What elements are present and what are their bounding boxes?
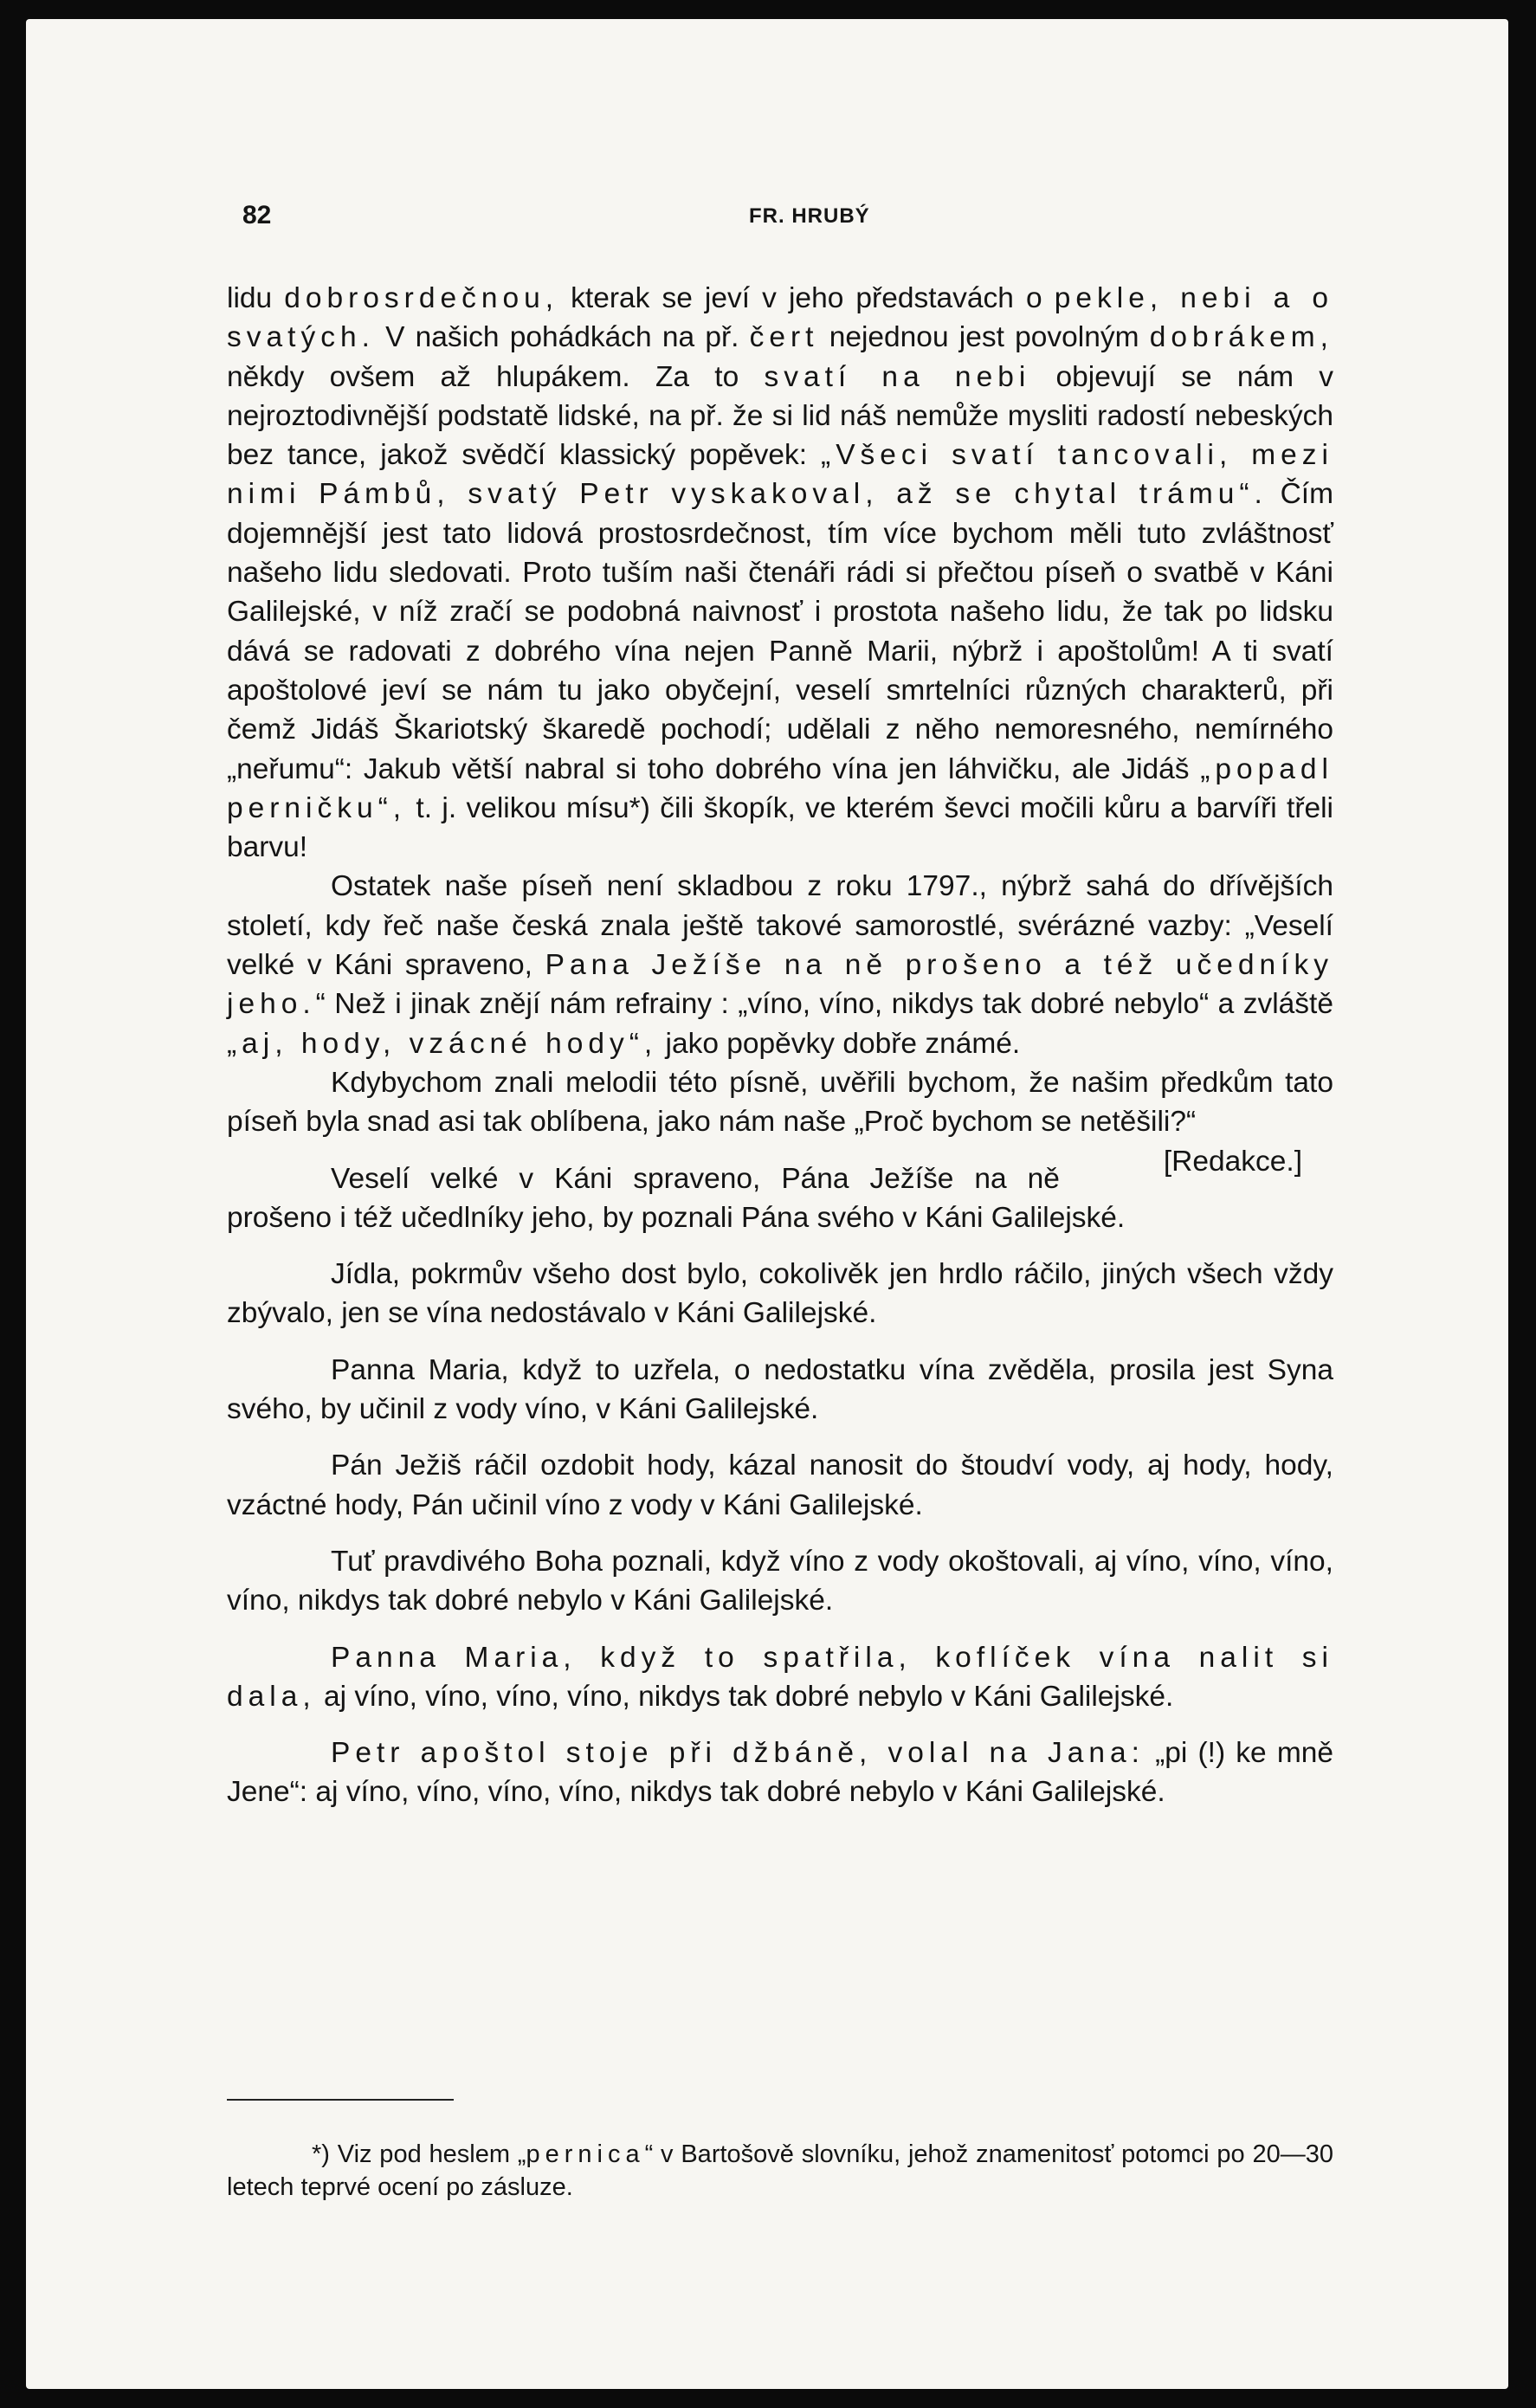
- text-run: Čím dojemnější jest tato lidová prostosrdečnost, tím více bychom měli tuto zvláštnosť našeho lidu sledovati. Proto tuším naši čtenáři rádi si přečtou píseň o svatbě v Káni Galilejské, v níž zračí se podobná naivnosť i prostota našeho lidu, že tak po lidsku dává se radovati z dobrého vína nejen Panně Marii, nýbrž i apoštolům! A ti svatí apoštolové jeví se nám tu jako obyčejní, veselí smrtelníci různých charakterů, při čemž Jidáš Škariotský škaredě pochodí; udělali z něho nemoresného, nemírného „neřumu“: Jakub větší nabral si toho dobrého vína jen láhvičku, ale Jidáš: [227, 478, 1333, 785]
- text-run: “ v Bartošově slovníku, jehož znamenitosť potomci po 20—30 letech teprvé ocení po zásluze.: [227, 2140, 1333, 2201]
- spaced-emphasis-run: dobrosrdečnou,: [284, 282, 559, 314]
- text-run: *) Viz pod heslem „: [312, 2140, 526, 2168]
- paragraph: [227, 279, 1333, 867]
- text-run: „pi (!) ke mně Jene“: aj víno, víno, víno, víno, nikdys tak dobré nebylo v Káni Galilejské.: [227, 1737, 1333, 1809]
- paragraph: [227, 1351, 1333, 1430]
- text-run: kterak se jeví v jeho představách o: [558, 282, 1055, 314]
- body-text: [227, 279, 1333, 1812]
- text-run: V našich pohádkách na př.: [374, 321, 750, 354]
- text-run: Jídla, pokrmův všeho dost bylo, cokolivěk jen hrdlo ráčilo, jiných všech vždy zbývalo, jen se vína nedostávalo v Káni Galilejské.: [227, 1258, 1333, 1330]
- spaced-emphasis-run: „popadl perničku“,: [227, 752, 1333, 824]
- text-run: Pán Ježiš ráčil ozdobit hody, kázal nanosit do štoudví vody, aj hody, hody, vzáctné hody, Pán učinil víno z vody v Káni Galilejské.: [227, 1449, 1333, 1521]
- text-run: t. j. velikou mísu*) čili škopík, ve kterém ševci močili kůru a barvíři třeli barvu!: [227, 791, 1333, 864]
- footnote: [227, 2138, 1333, 2204]
- text-run: objevují se nám v nejroztodivnější podstatě lidské, na př. že si lid náš nemůže mysliti radostí nebeských bez tance, jakož svědčí klassický popěvek:: [227, 360, 1333, 472]
- spaced-emphasis-run: „aj, hody, vzácné hody“,: [227, 1027, 658, 1060]
- spaced-emphasis-run: čert: [749, 321, 819, 354]
- spaced-emphasis-run: pekle, nebi a o svatých.: [227, 282, 1333, 354]
- footnote-rule: [227, 2099, 454, 2101]
- text-run: Tuť pravdivého Boha poznali, když víno z vody okoštovali, aj víno, víno, víno, víno, nikdys tak dobré nebylo v Káni Galilejské.: [227, 1545, 1333, 1617]
- page-number: 82: [242, 201, 272, 229]
- paragraph: [227, 867, 1333, 1062]
- text-run: jako popěvky dobře známé.: [657, 1027, 1021, 1060]
- spaced-emphasis-run: Pana Ježíše na ně prošeno a též učedníky jeho.: [227, 949, 1333, 1021]
- spaced-emphasis-run: „Všeci svatí tancovali, mezi nimi Pámbů, svatý Petr vyskakoval, až se chytal trámu“.: [227, 439, 1334, 511]
- text-run: nejednou jest povolným: [818, 321, 1150, 354]
- text-run: Ostatek naše píseň není skladbou z roku 1797., nýbrž sahá do dřívějších století, kdy řeč naše česká znala ještě takové samorostlé, svérázné vazby: „Veselí velké v Káni spraveno,: [227, 870, 1333, 982]
- editor-signature: [Redakce.]: [1163, 1145, 1302, 1178]
- paragraph: [227, 1255, 1333, 1333]
- page-header: [242, 201, 1316, 244]
- text-run: lidu: [227, 282, 285, 314]
- text-run: Veselí velké v Káni spraveno, Pána Ježíše na ně prošeno i též učedlníky jeho, by poznali Pána svého v Káni Galilejské.: [227, 1162, 1126, 1234]
- spaced-emphasis-run: Petr apoštol stoje při džbáně, volal na Jana:: [331, 1737, 1145, 1770]
- text-run: Panna Maria, když to uzřela, o nedostatku vína zvěděla, prosila jest Syna svého, by učinil z vody víno, v Káni Galilejské.: [227, 1353, 1333, 1426]
- paragraph: [227, 1733, 1333, 1812]
- paragraph: [227, 1542, 1333, 1621]
- paragraph: [227, 1063, 1333, 1178]
- text-run: aj víno, víno, víno, víno, nikdys tak dobré nebylo v Káni Galilejské.: [315, 1680, 1174, 1713]
- paragraph: [227, 1638, 1333, 1717]
- spaced-emphasis-run: svatí na nebi: [764, 360, 1031, 393]
- paragraph: [227, 1446, 1333, 1525]
- spaced-emphasis-run: pernica: [526, 2140, 645, 2168]
- text-run: Kdybychom znali melodii této písně, uvěřili bychom, že našim předkům tato píseň byla snad asi tak oblíbena, jako nám naše „Proč bychom se netěšili?“: [227, 1066, 1333, 1139]
- running-head: FR. HRUBÝ: [749, 204, 870, 228]
- text-run: někdy ovšem až hlupákem. Za to: [227, 360, 765, 393]
- spaced-emphasis-run: dobrákem,: [1149, 321, 1333, 354]
- text-run: “ Než i jinak znějí nám refrainy : „víno, víno, nikdys tak dobré nebylo“ a zvláště: [315, 988, 1333, 1021]
- spaced-emphasis-run: Panna Maria, když to spatřila, koflíček vína nalit si dala,: [227, 1641, 1333, 1713]
